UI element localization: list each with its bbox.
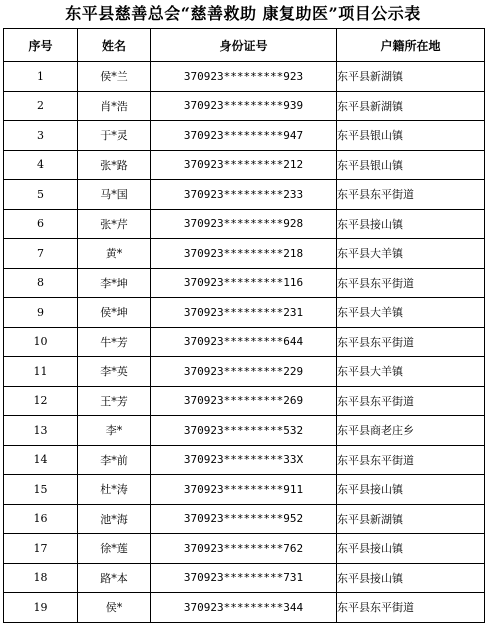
cell-name: 徐*莲 [78, 534, 151, 564]
cell-name: 张*芹 [78, 209, 151, 239]
cell-id-number: 370923*********939 [151, 91, 337, 121]
cell-address: 东平县东平街道 [337, 327, 485, 357]
cell-address: 东平县银山镇 [337, 121, 485, 151]
table-row [4, 298, 485, 328]
cell-seq: 18 [4, 563, 78, 593]
cell-address: 东平县接山镇 [337, 563, 485, 593]
table-row [4, 121, 485, 151]
table-row [4, 563, 485, 593]
cell-id-number: 370923*********344 [151, 593, 337, 623]
cell-id-number: 370923*********229 [151, 357, 337, 387]
table-row [4, 150, 485, 180]
table-row [4, 327, 485, 357]
recipient-table [3, 28, 485, 623]
header-row [4, 29, 485, 62]
table-body [4, 62, 485, 623]
table-row [4, 209, 485, 239]
cell-seq: 13 [4, 416, 78, 446]
cell-address: 东平县东平街道 [337, 386, 485, 416]
cell-id-number: 370923*********644 [151, 327, 337, 357]
cell-name: 黄* [78, 239, 151, 269]
cell-id-number: 370923*********233 [151, 180, 337, 210]
cell-seq: 12 [4, 386, 78, 416]
cell-address: 东平县接山镇 [337, 209, 485, 239]
cell-id-number: 370923*********911 [151, 475, 337, 505]
cell-id-number: 370923*********928 [151, 209, 337, 239]
cell-name: 李* [78, 416, 151, 446]
cell-name: 李*坤 [78, 268, 151, 298]
cell-name: 肖*浩 [78, 91, 151, 121]
cell-seq: 9 [4, 298, 78, 328]
cell-name: 李*英 [78, 357, 151, 387]
cell-id-number: 370923*********731 [151, 563, 337, 593]
cell-id-number: 370923*********231 [151, 298, 337, 328]
cell-address: 东平县接山镇 [337, 534, 485, 564]
header-address: 户籍所在地 [337, 29, 485, 62]
cell-id-number: 370923*********269 [151, 386, 337, 416]
cell-id-number: 370923*********212 [151, 150, 337, 180]
cell-seq: 8 [4, 268, 78, 298]
cell-address: 东平县东平街道 [337, 593, 485, 623]
cell-address: 东平县大羊镇 [337, 298, 485, 328]
cell-seq: 10 [4, 327, 78, 357]
table-row [4, 445, 485, 475]
cell-seq: 19 [4, 593, 78, 623]
table-row [4, 268, 485, 298]
header-name: 姓名 [78, 29, 151, 62]
cell-name: 牛*芳 [78, 327, 151, 357]
cell-id-number: 370923*********218 [151, 239, 337, 269]
table-row [4, 534, 485, 564]
table-row [4, 180, 485, 210]
cell-id-number: 370923*********923 [151, 62, 337, 92]
cell-seq: 16 [4, 504, 78, 534]
cell-seq: 3 [4, 121, 78, 151]
cell-name: 侯* [78, 593, 151, 623]
table-header [4, 29, 485, 62]
cell-address: 东平县商老庄乡 [337, 416, 485, 446]
cell-seq: 1 [4, 62, 78, 92]
cell-name: 侯*兰 [78, 62, 151, 92]
cell-name: 路*本 [78, 563, 151, 593]
cell-id-number: 370923*********116 [151, 268, 337, 298]
cell-address: 东平县大羊镇 [337, 357, 485, 387]
page-title: 东平县慈善总会“慈善救助 康复助医”项目公示表 [65, 4, 421, 23]
cell-id-number: 370923*********762 [151, 534, 337, 564]
table-row [4, 504, 485, 534]
cell-id-number: 370923*********952 [151, 504, 337, 534]
cell-seq: 6 [4, 209, 78, 239]
cell-seq: 11 [4, 357, 78, 387]
cell-id-number: 370923*********947 [151, 121, 337, 151]
table-row [4, 239, 485, 269]
cell-name: 张*路 [78, 150, 151, 180]
table-row [4, 91, 485, 121]
cell-name: 杜*涛 [78, 475, 151, 505]
cell-name: 马*国 [78, 180, 151, 210]
cell-address: 东平县新湖镇 [337, 62, 485, 92]
cell-seq: 15 [4, 475, 78, 505]
cell-id-number: 370923*********33X [151, 445, 337, 475]
cell-seq: 5 [4, 180, 78, 210]
table-row [4, 62, 485, 92]
cell-seq: 7 [4, 239, 78, 269]
cell-name: 王*芳 [78, 386, 151, 416]
cell-seq: 2 [4, 91, 78, 121]
cell-address: 东平县银山镇 [337, 150, 485, 180]
cell-name: 侯*坤 [78, 298, 151, 328]
cell-address: 东平县新湖镇 [337, 91, 485, 121]
cell-seq: 14 [4, 445, 78, 475]
table-row [4, 386, 485, 416]
table-row [4, 416, 485, 446]
cell-id-number: 370923*********532 [151, 416, 337, 446]
cell-address: 东平县新湖镇 [337, 504, 485, 534]
cell-address: 东平县东平街道 [337, 180, 485, 210]
cell-seq: 4 [4, 150, 78, 180]
table-row [4, 357, 485, 387]
cell-name: 李*前 [78, 445, 151, 475]
table-row [4, 593, 485, 623]
header-id: 身份证号 [151, 29, 337, 62]
cell-address: 东平县大羊镇 [337, 239, 485, 269]
cell-name: 池*海 [78, 504, 151, 534]
header-seq: 序号 [4, 29, 78, 62]
cell-address: 东平县接山镇 [337, 475, 485, 505]
cell-address: 东平县东平街道 [337, 268, 485, 298]
cell-name: 于*灵 [78, 121, 151, 151]
cell-address: 东平县东平街道 [337, 445, 485, 475]
cell-seq: 17 [4, 534, 78, 564]
table-row [4, 475, 485, 505]
